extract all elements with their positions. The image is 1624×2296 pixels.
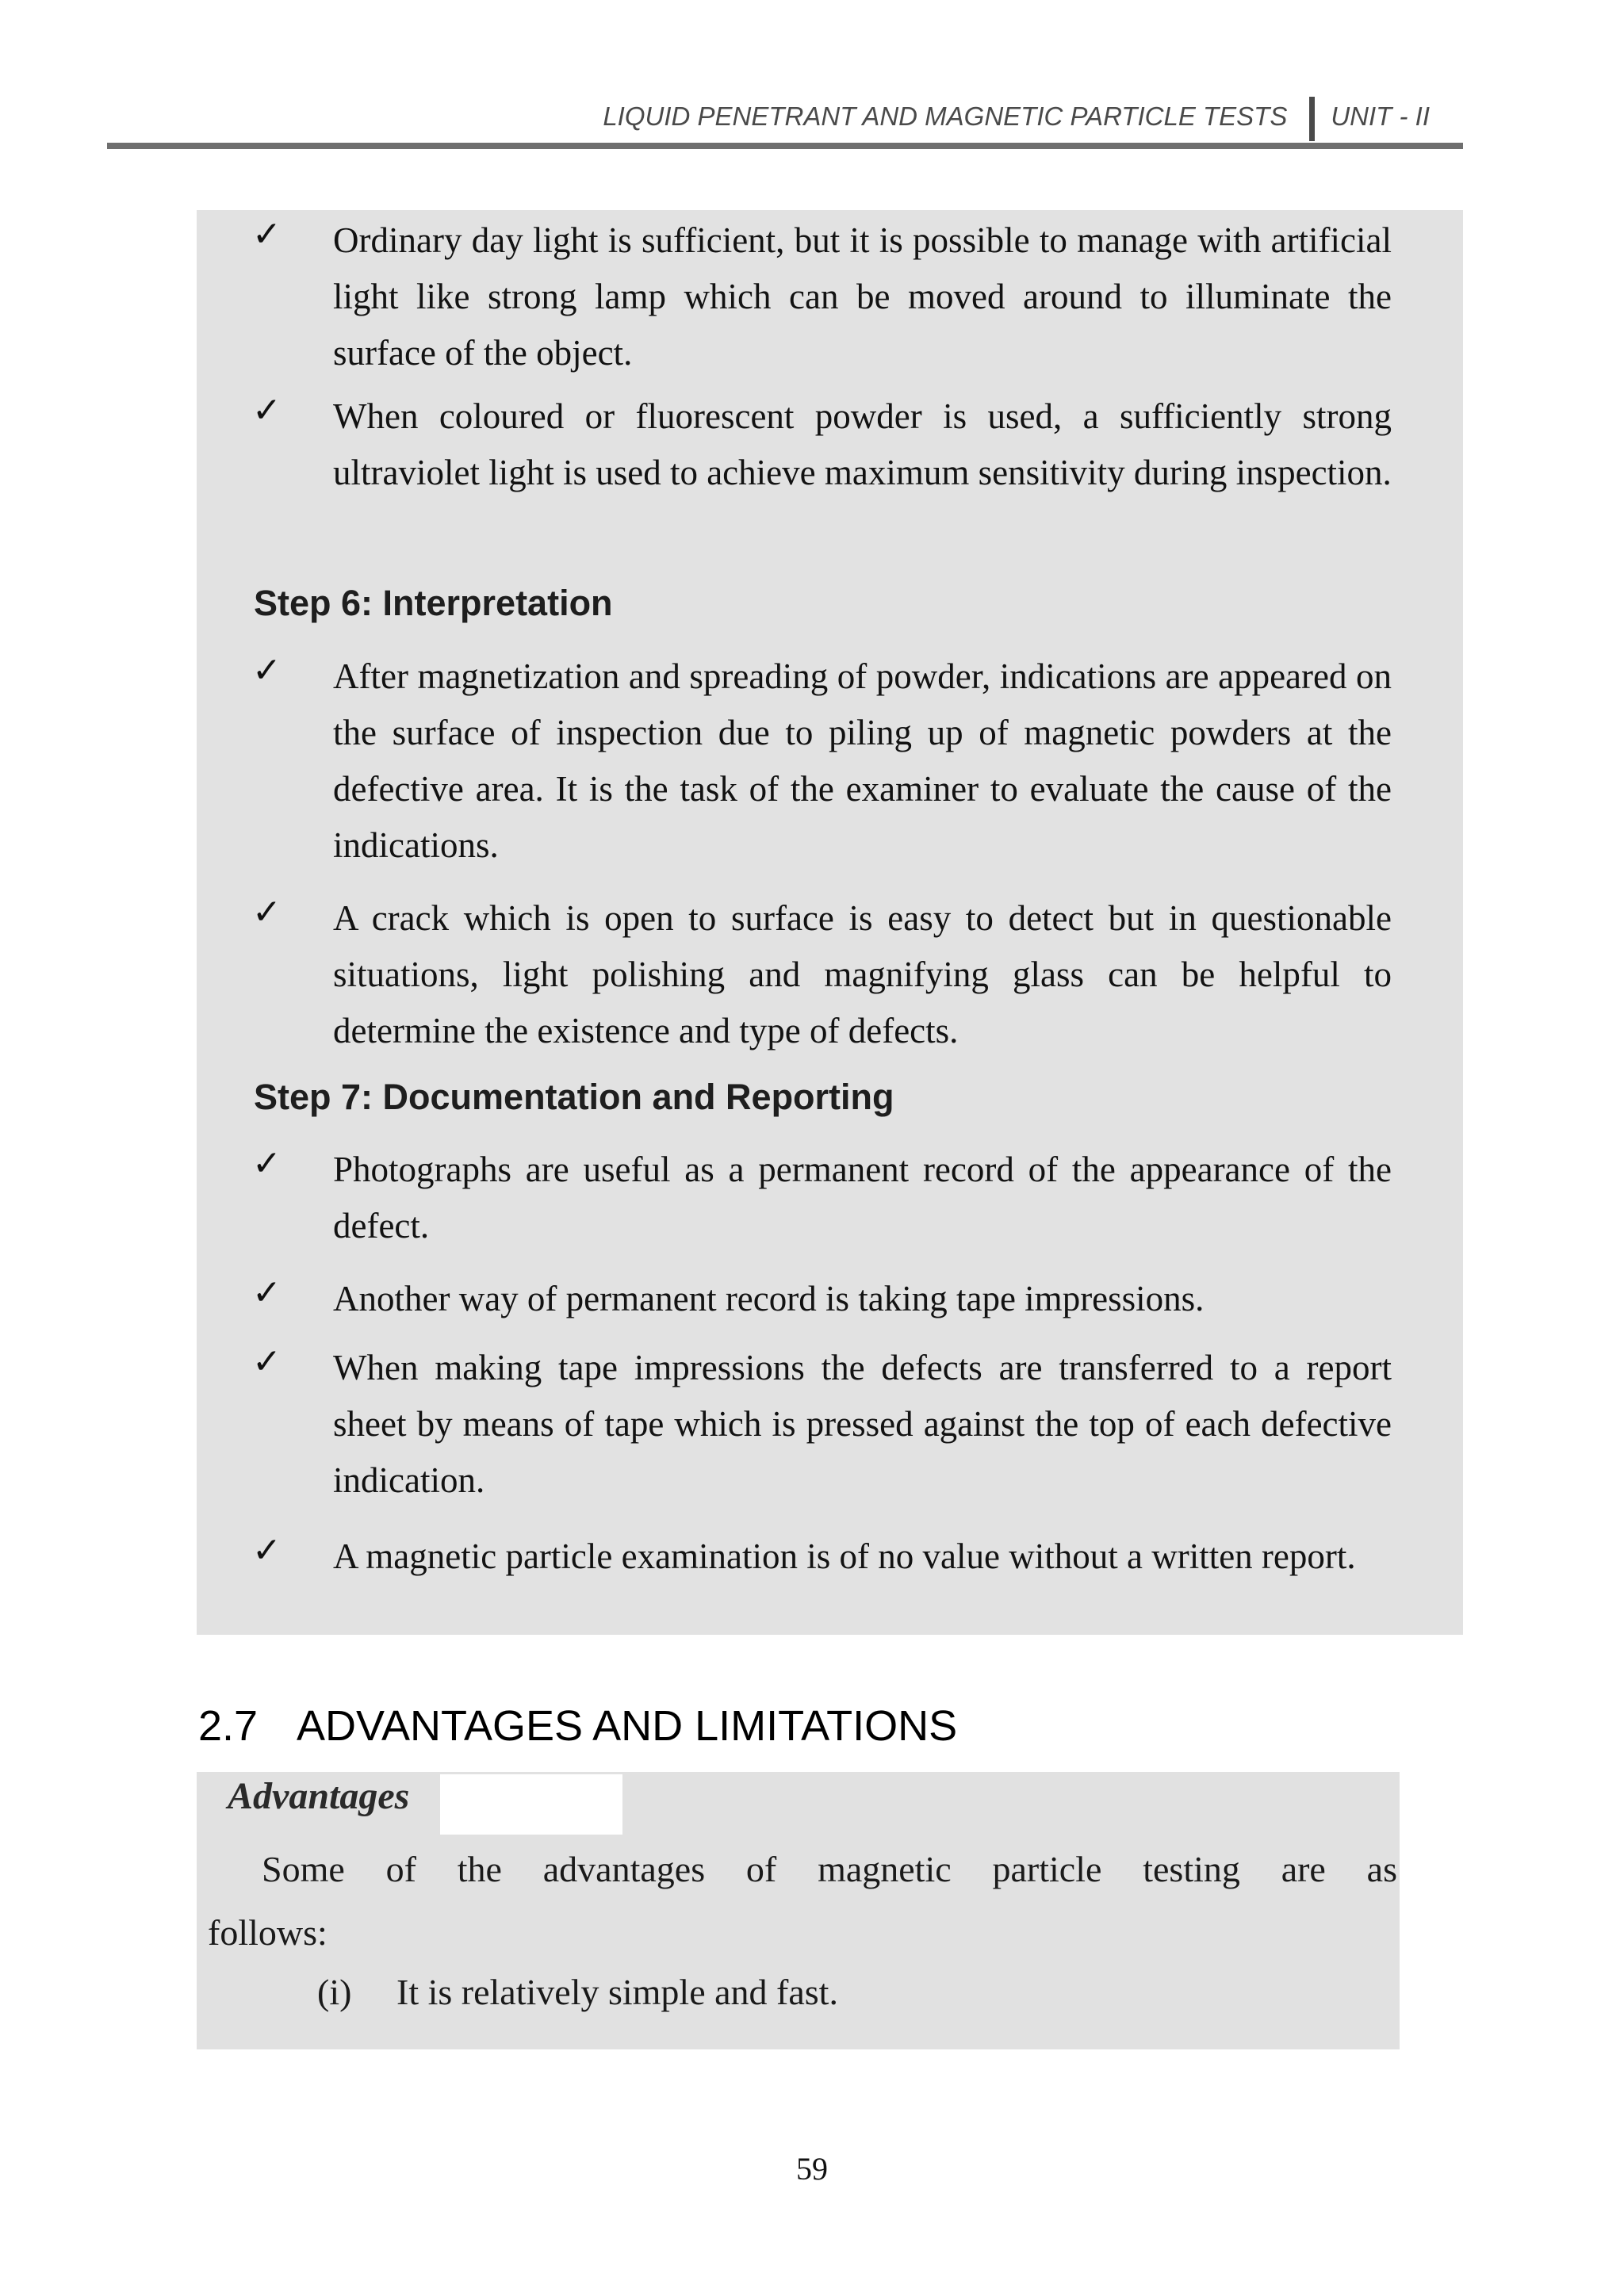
checkmark-icon: ✓ (252, 214, 282, 254)
scan-gap (440, 1774, 622, 1835)
step6-heading: Step 6: Interpretation (254, 583, 613, 623)
section-heading (198, 1701, 957, 1751)
section-title: ADVANTAGES AND LIMITATIONS (297, 1702, 958, 1750)
header-separator (1309, 97, 1315, 141)
advantage-item (317, 1971, 838, 2013)
item-text: It is relatively simple and fast. (396, 1972, 838, 2012)
checkmark-icon: ✓ (252, 1272, 282, 1313)
header-title: LIQUID PENETRANT AND MAGNETIC PARTICLE TESTS (603, 101, 1288, 131)
running-header (107, 94, 1463, 149)
step7-heading: Step 7: Documentation and Reporting (254, 1077, 894, 1117)
header-unit: UNIT - II (1331, 101, 1430, 131)
paragraph-line: follows: (208, 1912, 327, 1953)
bullet-text: When making tape impressions the defects are transferred to a report sheet by means of tape which is pressed against the top of each defective indication. (333, 1348, 1392, 1500)
checkmark-icon: ✓ (252, 1530, 282, 1571)
bullet-text: Ordinary day light is sufficient, but it is possible to manage with artificial light like strong lamp which can be moved around to illuminate the surface of the object. (333, 220, 1392, 373)
checkmark-icon: ✓ (252, 1341, 282, 1382)
bullet-text: Photographs are useful as a permanent record of the appearance of the defect. (333, 1150, 1392, 1246)
bullet-text: After magnetization and spreading of powder, indications are appeared on the surface of inspection due to piling up of magnetic powders at the defective area. It is the task of the examiner to evaluate the cause of the indications. (333, 656, 1392, 865)
checkmark-icon: ✓ (252, 390, 282, 430)
item-label: (i) (317, 1972, 352, 2012)
bullet-text: When coloured or fluorescent powder is used, a sufficiently strong ultraviolet light is used to achieve maximum sensitivity during inspection. (333, 396, 1392, 492)
advantages-paragraph (208, 1838, 1397, 1965)
header-text (603, 101, 1430, 141)
section-number: 2.7 (198, 1702, 259, 1750)
checkmark-icon: ✓ (252, 892, 282, 932)
bullet-text: A crack which is open to surface is easy to detect but in questionable situations, light polishing and magnifying glass can be helpful to determine the existence and type of defects. (333, 898, 1392, 1050)
checkmark-icon: ✓ (252, 650, 282, 691)
bullet-text: A magnetic particle examination is of no value without a written report. (333, 1536, 1356, 1576)
page-number: 59 (796, 2151, 828, 2187)
checkmark-icon: ✓ (252, 1143, 282, 1184)
paragraph-line: Some of the advantages of magnetic particle testing are as (262, 1849, 1397, 1889)
advantages-title: Advantages (228, 1775, 410, 1817)
bullet-text: Another way of permanent record is taking tape impressions. (333, 1279, 1205, 1318)
